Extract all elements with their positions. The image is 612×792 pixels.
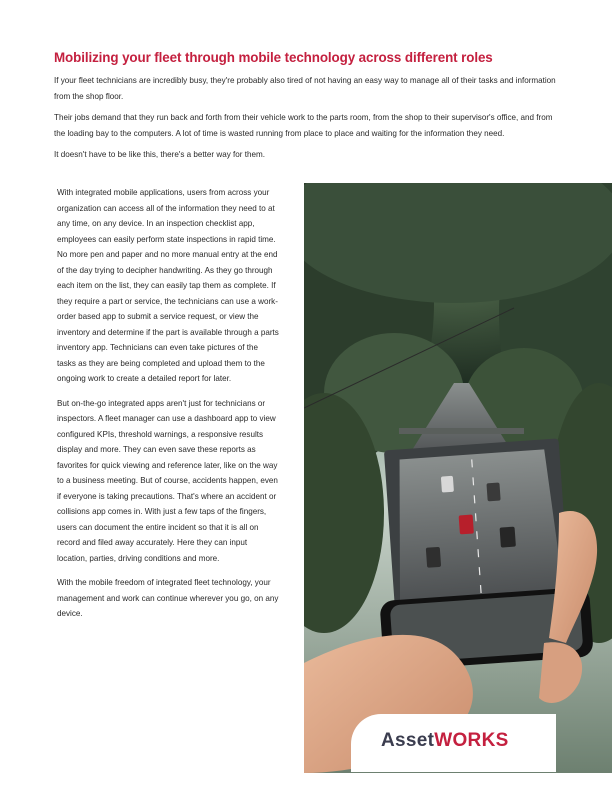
intro-paragraph-1: If your fleet technicians are incredibly busy, they're probably also tired of not having an easy way to manage all of their tasks and information from the shop floor. [54, 76, 556, 101]
intro-paragraph-3: It doesn't have to be like this, there's a better way for them. [54, 150, 265, 159]
assetworks-logo [381, 730, 509, 752]
page-title: Mobilizing your fleet through mobile technology across different roles [54, 50, 493, 65]
logo-text-works: WORKS [434, 730, 509, 751]
intro-section [54, 73, 564, 168]
body-paragraph-2: But on-the-go integrated apps aren't just for technicians or inspectors. A fleet manager can use a dashboard app to view configured KPIs, threshold warnings, a responsive results display and more. They can even save these reports as favorites for quick viewing and reference later, like on the way to a business meeting. But of course, accidents happen, even if everyone is taking precautions. That's where an accident or collisions app comes in. With just a few taps of the fingers, users can document the entire incident so that it is all on record and filed away accurately. Here they can input location, parties, driving conditions and more. [57, 398, 278, 563]
body-paragraph-3: With the mobile freedom of integrated fleet technology, your management and work can continue wherever you go, on any device. [57, 578, 279, 618]
road-phone-photo [304, 183, 612, 773]
body-paragraph-1: With integrated mobile applications, users from across your organization can access all of the information they need to at any time, on any device. In an inspection checklist app, employees can easily perform state inspections in rapid time. No more pen and paper and no more manual entry at the end of the day trying to decipher handwriting. As they go through each item on the list, they can easily tap them as complete. If they require a part or service, the technicians can use a work-order based app to submit a service request, or view the inventory and determine if the part is available through a parts inventory app. Technicians can even take pictures of the tasks as they are being completed and upload them to the ongoing work to create a detailed report for later. [57, 188, 279, 383]
body-column [57, 185, 279, 631]
logo-text-asset: Asset [381, 730, 435, 751]
intro-paragraph-2: Their jobs demand that they run back and forth from their vehicle work to the parts room, from the shop to their supervisor's office, and from the loading bay to the computers. A lot of time is wasted running from place to place and waiting for the information they need. [54, 113, 553, 138]
